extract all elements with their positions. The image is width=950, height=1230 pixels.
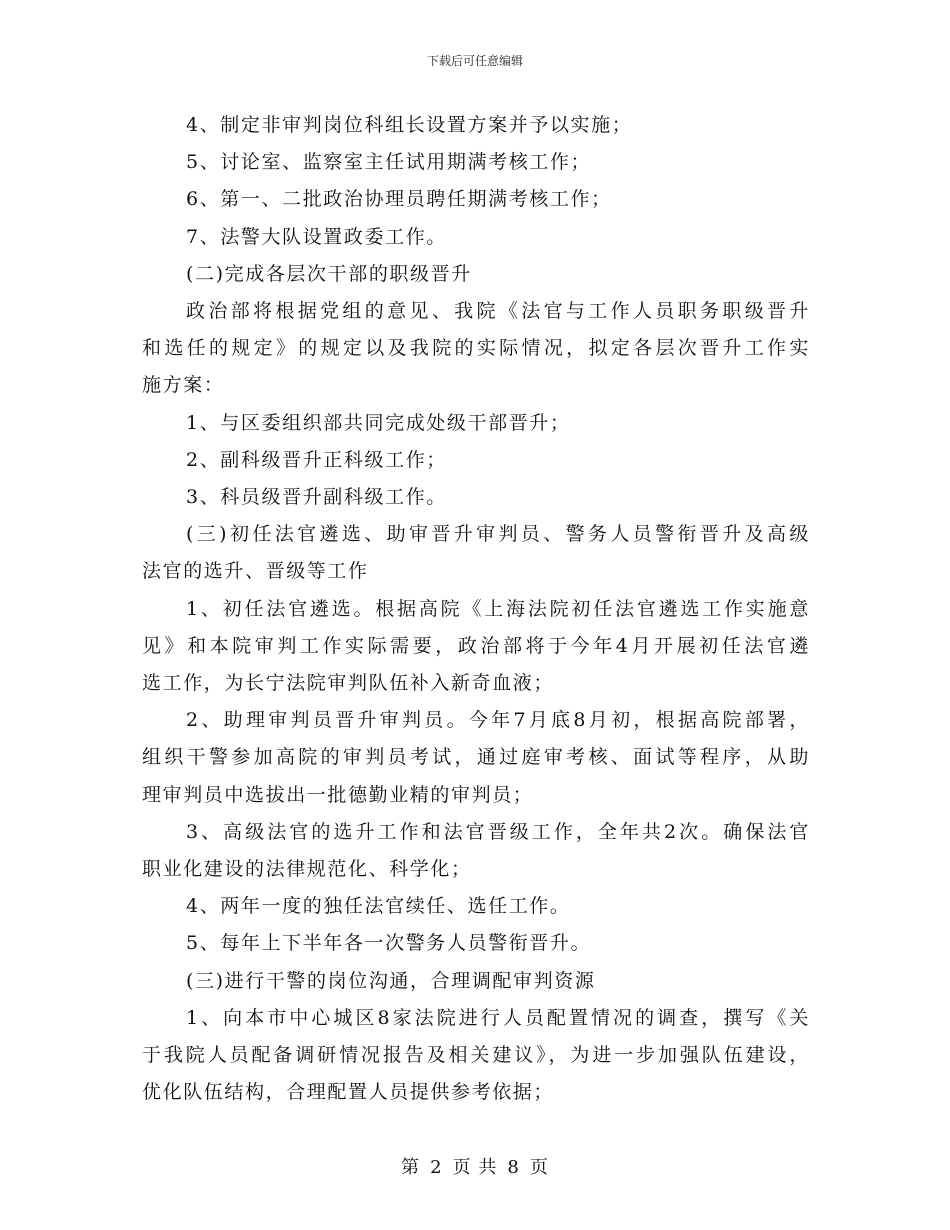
body-line: 7、法警大队设置政委工作。 <box>186 225 447 248</box>
page-footer <box>0 1153 950 1179</box>
body-line: 职业化建设的法律规范化、科学化； <box>142 858 472 881</box>
body-line: 4、两年一度的独任法官续任、选任工作。 <box>186 895 571 918</box>
body-line: 4、制定非审判岗位科组长设置方案并予以实施； <box>186 114 633 136</box>
footer-suffix: 页 <box>529 1157 549 1178</box>
body-line: 3、科员级晋升副科级工作。 <box>186 486 447 509</box>
page-header: 下载后可任意编辑 <box>426 54 523 68</box>
body-line: 2、副科级晋升正科级工作； <box>186 448 447 471</box>
body-line: 理审判员中选拔出一批德勤业精的审判员； <box>142 783 534 806</box>
body-line: 6、第一、二批政治协理员聘任期满考核工作； <box>186 188 612 211</box>
body-line: 2、助理审判员晋升审判员。今年7月底8月初，根据高院部署， <box>186 709 810 732</box>
body-line: 3、高级法官的选升工作和法官晋级工作，全年共2次。确保法官 <box>186 820 810 843</box>
body-line: 5、讨论室、监察室主任试用期满考核工作； <box>186 151 592 174</box>
body-line: 优化队伍结构，合理配置人员提供参考依据； <box>142 1081 555 1104</box>
body-line: 选工作，为长宁法院审判队伍补入新奇血液； <box>142 672 555 695</box>
footer-prefix: 第 <box>401 1157 421 1178</box>
page-number: 2 <box>430 1157 443 1178</box>
body-line: 政治部将根据党组的意见、我院《法官与工作人员职务职级晋升 <box>186 300 810 323</box>
body-line: 和选任的规定》的规定以及我院的实际情况，拟定各层次晋升工作实 <box>142 337 810 360</box>
body-line: 组织干警参加高院的审判员考试，通过庭审考核、面试等程序，从助 <box>142 746 810 769</box>
body-line: 施方案： <box>142 374 225 397</box>
section-heading: (三)进行干警的岗位沟通，合理调配审判资源 <box>186 969 596 992</box>
body-line: 于我院人员配备调研情况报告及相关建议》，为进一步加强队伍建设， <box>142 1044 810 1067</box>
section-heading: (三)初任法官遴选、助审晋升审判员、警务人员警衔晋升及高级 <box>186 523 810 546</box>
body-line: 1、与区委组织部共同完成处级干部晋升； <box>186 411 571 434</box>
body-line: 1、向本市中心城区8家法院进行人员配置情况的调查，撰写《关 <box>186 1006 810 1029</box>
body-line: 见》和本院审判工作实际需要，政治部将于今年4月开展初任法官遴 <box>142 634 810 657</box>
footer-mid: 页 共 <box>452 1157 498 1178</box>
total-pages: 8 <box>507 1157 520 1178</box>
body-line: 1、初任法官遴选。根据高院《上海法院初任法官遴选工作实施意 <box>186 597 810 620</box>
section-heading: (二)完成各层次干部的职级晋升 <box>186 262 472 285</box>
body-line: 5、每年上下半年各一次警务人员警衔晋升。 <box>186 932 592 955</box>
section-heading-cont: 法官的选升、晋级等工作 <box>142 560 369 583</box>
document-body <box>142 107 810 1111</box>
